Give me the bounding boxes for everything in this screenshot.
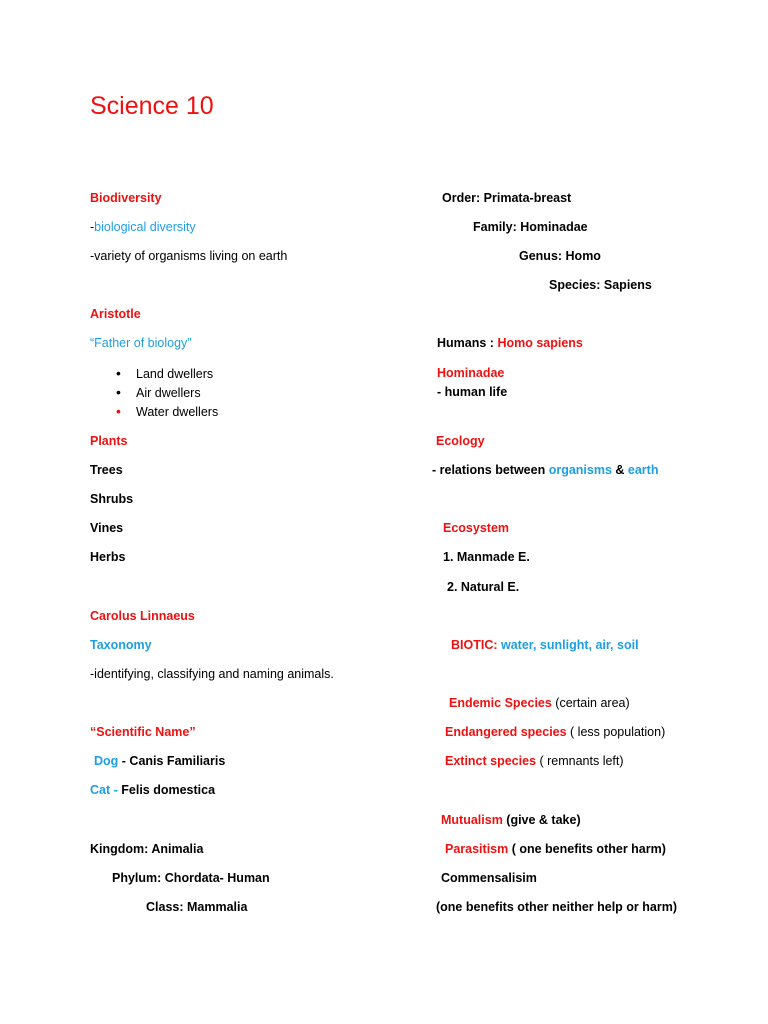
dog-line (94, 753, 225, 769)
heading-plants: Plants (90, 434, 128, 448)
extinct-label: Extinct species (445, 754, 537, 768)
manmade-line: 1. Manmade E. (443, 550, 530, 564)
cat-line (90, 782, 215, 798)
parasitism-note: ( one benefits other harm) (508, 842, 666, 856)
list-item (116, 365, 213, 382)
humans-value: Homo sapiens (497, 336, 583, 350)
dog-label: Dog (94, 754, 119, 768)
phylum-line: Phylum: Chordata- Human (112, 871, 270, 885)
endemic-label: Endemic Species (449, 696, 552, 710)
heading-ecology: Ecology (436, 434, 485, 448)
parasitism-line (445, 841, 666, 857)
organisms-text: organisms (548, 463, 612, 477)
list-item (116, 403, 218, 420)
hominadae-heading: Hominadae (437, 366, 505, 380)
page-title: Science 10 (90, 92, 214, 120)
variety-line: -variety of organisms living on earth (90, 249, 288, 263)
heading-linnaeus: Carolus Linnaeus (90, 609, 195, 623)
dash: - (90, 220, 95, 234)
class-line: Class: Mammalia (146, 900, 248, 914)
mutualism-line (441, 812, 581, 828)
kingdom-line: Kingdom: Animalia (90, 842, 204, 856)
relations-line (432, 462, 658, 478)
list-item (116, 384, 201, 401)
parasitism-label: Parasitism (445, 842, 509, 856)
plant-vines: Vines (90, 521, 124, 535)
heading-ecosystem: Ecosystem (443, 521, 510, 535)
endangered-note: ( less population) (566, 725, 666, 739)
plant-trees: Trees (90, 463, 123, 477)
order-line: Order: Primata-breast (442, 191, 572, 205)
biological-diversity-text: biological diversity (94, 220, 196, 234)
plant-herbs: Herbs (90, 550, 126, 564)
extinct-note: ( remnants left) (536, 754, 624, 768)
heading-aristotle: Aristotle (90, 307, 141, 321)
biotic-label: BIOTIC: (451, 638, 501, 652)
biological-diversity-line (90, 219, 196, 235)
list-item-text: Air dwellers (136, 386, 201, 400)
endangered-line (445, 724, 665, 740)
identifying-line: -identifying, classifying and naming animals. (90, 667, 334, 681)
endemic-note: (certain area) (551, 696, 630, 710)
heading-scientific-name: “Scientific Name” (90, 725, 196, 739)
biotic-value: water, sunlight, air, soil (501, 638, 639, 652)
natural-line: 2. Natural E. (447, 580, 520, 594)
ampersand: & (611, 463, 628, 477)
bullet-icon: • (116, 365, 121, 381)
mutualism-label: Mutualism (441, 813, 503, 827)
father-of-biology: “Father of biology” (90, 336, 192, 350)
heading-biodiversity: Biodiversity (90, 191, 162, 205)
endemic-line (449, 695, 630, 711)
extinct-line (445, 753, 624, 769)
earth-text: earth (627, 463, 659, 477)
humans-line (437, 335, 583, 351)
bullet-icon: • (116, 403, 121, 419)
dash: - (110, 783, 122, 797)
dog-scientific: - Canis Familiaris (118, 754, 226, 768)
list-item-text: Land dwellers (136, 367, 214, 381)
mutualism-note: (give & take) (502, 813, 581, 827)
human-life-line: - human life (437, 385, 508, 399)
commensalism-line: Commensalisim (441, 871, 537, 885)
genus-line: Genus: Homo (519, 249, 601, 263)
endangered-label: Endangered species (445, 725, 567, 739)
list-item-text: Water dwellers (136, 405, 219, 419)
humans-label: Humans : (437, 336, 498, 350)
cat-label: Cat (90, 783, 111, 797)
species-line: Species: Sapiens (549, 278, 652, 292)
relations-text: - relations between (432, 463, 549, 477)
bullet-icon: • (116, 384, 121, 400)
biotic-line (451, 637, 639, 653)
cat-scientific: Felis domestica (121, 783, 216, 797)
family-line: Family: Hominadae (473, 220, 588, 234)
commensalism-note: (one benefits other neither help or harm) (436, 900, 677, 914)
taxonomy-label: Taxonomy (90, 638, 152, 652)
plant-shrubs: Shrubs (90, 492, 134, 506)
